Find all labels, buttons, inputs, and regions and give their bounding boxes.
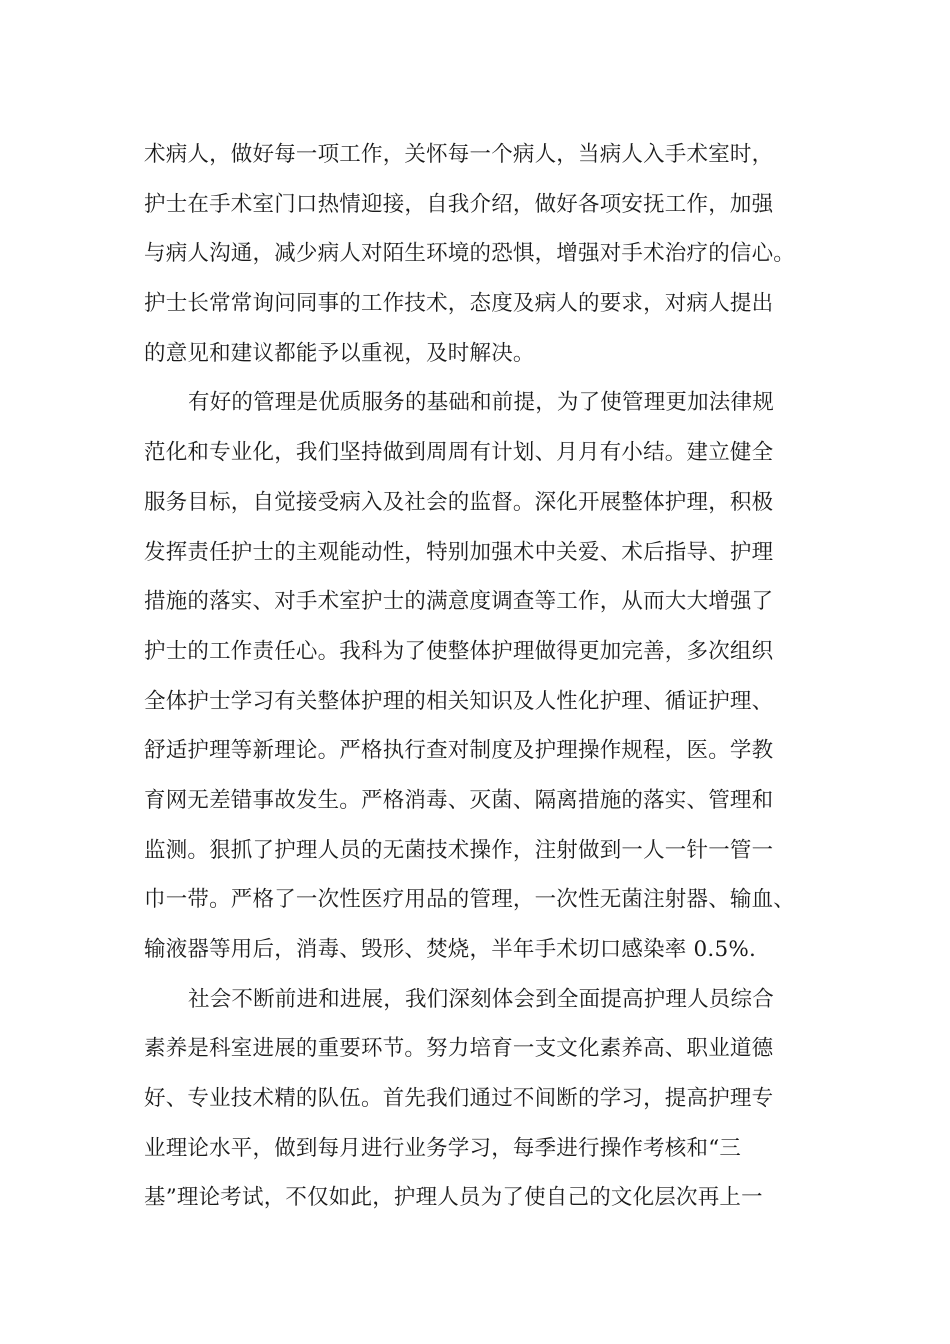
text-line-4: 护士长常常询问同事的工作技术，态度及病人的要求，对病人提出 bbox=[144, 291, 774, 317]
text-line-1: 术病人，做好每一项工作，关怀每一个病人，当病人入手术室时， bbox=[144, 142, 774, 167]
text-line-13: 舒适护理等新理论。严格执行查对制度及护理操作规程，医。学教 bbox=[144, 738, 774, 764]
text-line-3: 与病人沟通，减少病人对陌生环境的恐惧，增强对手术治疗的信心。 bbox=[144, 241, 796, 267]
paragraph-start-line-6: 有好的管理是优质服务的基础和前提，为了使管理更加法律规 bbox=[188, 390, 774, 416]
text-line-12: 全体护士学习有关整体护理的相关知识及人性化护理、循证护理、 bbox=[144, 688, 774, 714]
text-line-5: 的意见和建议都能予以重视，及时解决。 bbox=[144, 340, 535, 366]
text-line-10: 措施的落实、对手术室护士的满意度调查等工作，从而大大增强了 bbox=[144, 589, 774, 615]
text-line-20: 好、专业技术精的队伍。首先我们通过不间断的学习，提高护理专 bbox=[144, 1086, 774, 1112]
text-line-17: 输液器等用后，消毒、毁形、焚烧，半年手术切口感染率 0.5%. bbox=[144, 937, 756, 962]
text-line-7: 范化和专业化，我们坚持做到周周有计划、月月有小结。建立健全 bbox=[144, 440, 774, 466]
paragraph-start-line-18: 社会不断前进和进展，我们深刻体会到全面提高护理人员综合 bbox=[188, 986, 774, 1012]
text-line-14: 育网无差错事故发生。严格消毒、灭菌、隔离措施的落实、管理和 bbox=[144, 787, 774, 813]
text-line-2: 护士在手术室门口热情迎接，自我介绍，做好各项安抚工作，加强 bbox=[144, 191, 774, 217]
body-text bbox=[144, 130, 824, 1223]
text-line-16: 巾一带。严格了一次性医疗用品的管理，一次性无菌注射器、输血、 bbox=[144, 887, 796, 913]
text-line-15: 监测。狠抓了护理人员的无菌技术操作，注射做到一人一针一管一 bbox=[144, 837, 774, 863]
text-line-22: 基”理论考试，不仅如此，护理人员为了使自己的文化层次再上一 bbox=[144, 1185, 763, 1211]
text-line-8: 服务目标，自觉接受病入及社会的监督。深化开展整体护理，积极 bbox=[144, 489, 774, 515]
text-line-21: 业理论水平，做到每月进行业务学习，每季进行操作考核和“三 bbox=[144, 1135, 742, 1161]
text-line-19: 素养是科室进展的重要环节。努力培育一支文化素养高、职业道德 bbox=[144, 1036, 774, 1062]
text-line-9: 发挥责任护士的主观能动性，特别加强术中关爱、术后指导、护理 bbox=[144, 539, 774, 565]
text-line-11: 护士的工作责任心。我科为了使整体护理做得更加完善，多次组织 bbox=[144, 638, 774, 664]
